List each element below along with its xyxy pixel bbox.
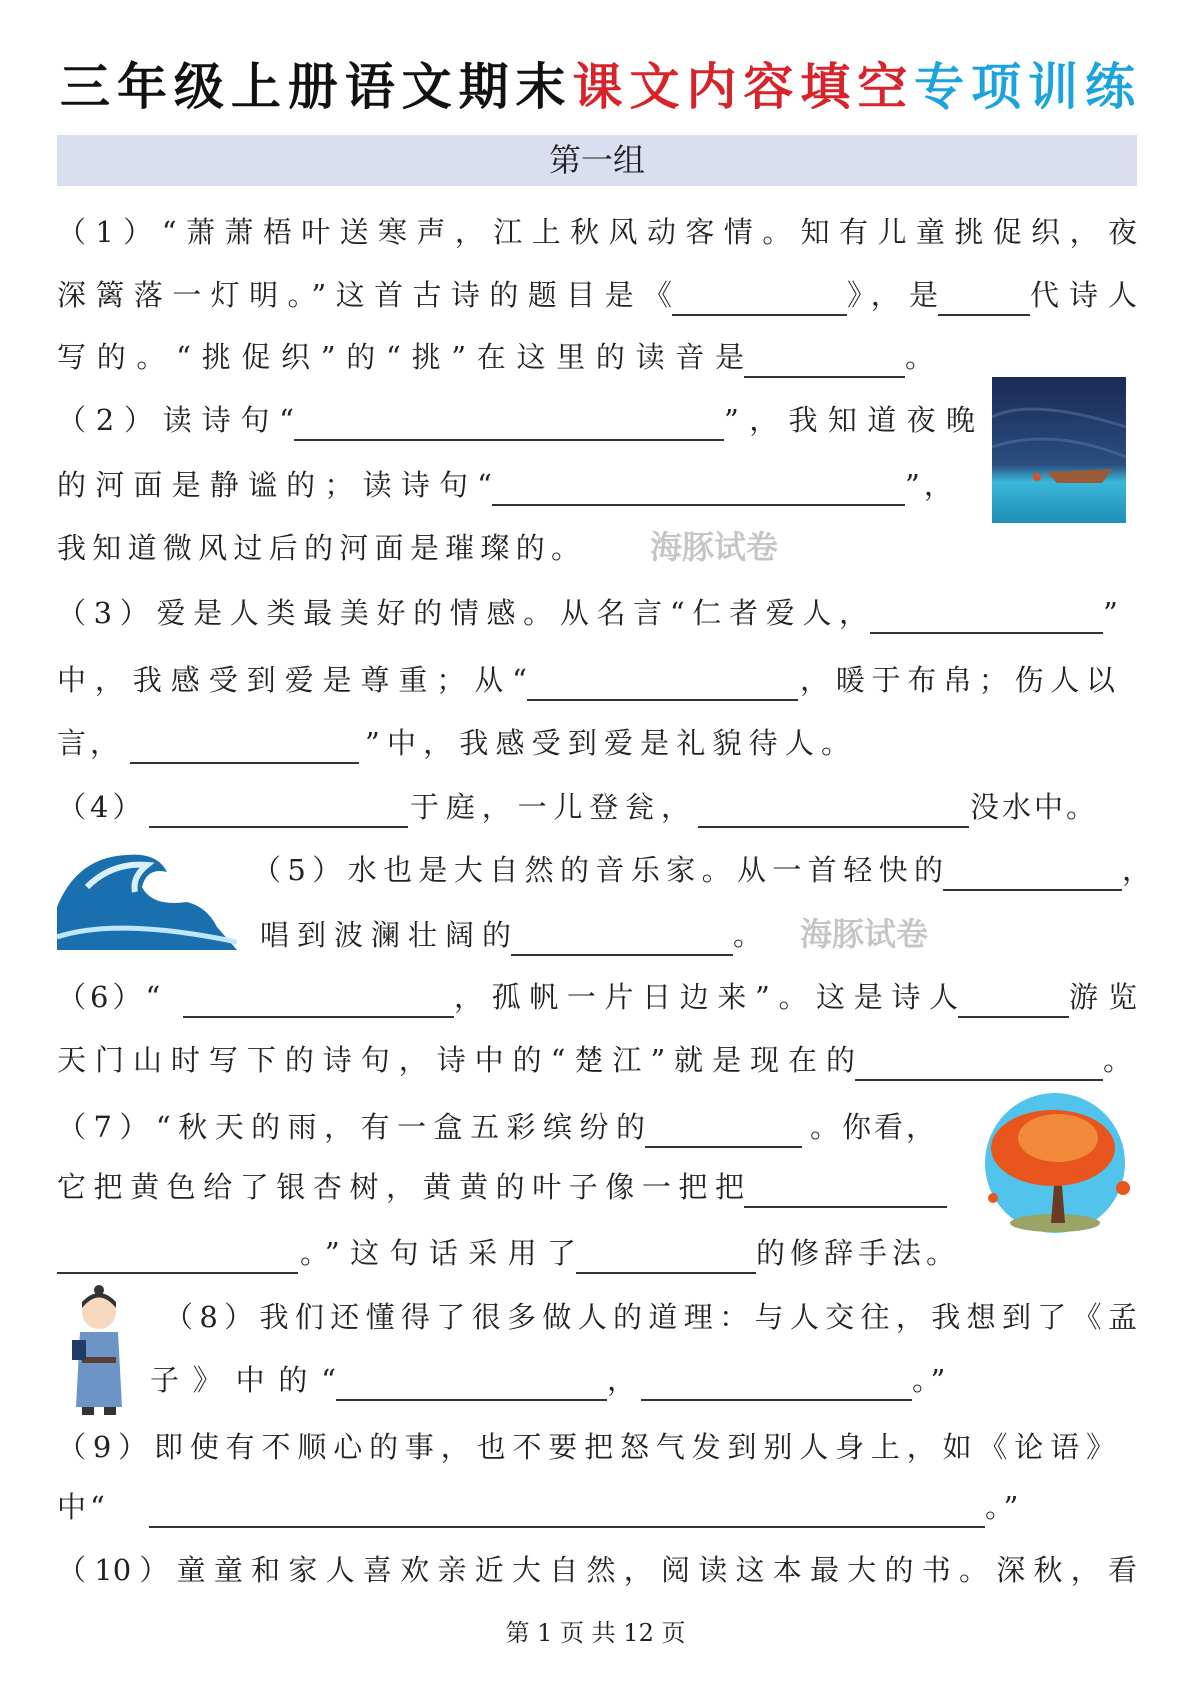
question-text: 天门山时写下的诗句，诗中的“楚江”就是现在的 xyxy=(57,1043,855,1077)
question-text: （5）水也是大自然的音乐家。从一首轻快的 xyxy=(252,853,943,887)
question-text: 。 xyxy=(1103,1043,1137,1077)
question-text: （7）“秋天的雨，有一盒五彩缤纷的 xyxy=(57,1110,645,1144)
answer-blank[interactable] xyxy=(938,274,1030,316)
answer-blank[interactable] xyxy=(870,592,1103,634)
question-text: ” xyxy=(1103,596,1122,630)
answer-blank[interactable] xyxy=(130,722,359,764)
title-part-black: 三年级上册语文期末 xyxy=(60,58,573,116)
night-river-boat-image xyxy=(992,377,1126,523)
title-part-red: 课文内容填空 xyxy=(572,58,915,116)
answer-blank[interactable] xyxy=(511,914,733,956)
question-text: ， xyxy=(607,1363,641,1397)
answer-blank[interactable] xyxy=(57,1232,298,1274)
question-text: （2）读诗句“ xyxy=(57,403,294,437)
answer-blank[interactable] xyxy=(958,976,1069,1018)
watermark: 海豚试卷 xyxy=(800,915,929,953)
question-text: 。你看， xyxy=(810,1110,935,1144)
answer-blank[interactable] xyxy=(527,659,798,701)
answer-blank[interactable] xyxy=(576,1232,756,1274)
scholar-boy-image xyxy=(68,1282,130,1417)
question-text: 言， xyxy=(57,726,124,760)
answer-blank[interactable] xyxy=(294,399,724,441)
question-text: （10）童童和家人喜欢亲近大自然，阅读这本最大的书。深秋，看 xyxy=(57,1553,1137,1587)
answer-blank[interactable] xyxy=(672,274,847,316)
title-part-blue: 专项训练 xyxy=(914,58,1136,116)
question-text: ”，我知道夜晚 xyxy=(724,403,975,437)
answer-blank[interactable] xyxy=(698,786,969,828)
answer-blank[interactable] xyxy=(744,336,905,378)
question-text: 。 xyxy=(905,340,939,374)
page-number: 第 1 页 共 12 页 xyxy=(505,1619,686,1647)
page-title xyxy=(60,52,1135,122)
question-text: 唱到波澜壮阔的 xyxy=(260,918,511,952)
wave-image xyxy=(57,847,237,950)
answer-blank[interactable] xyxy=(492,464,905,506)
question-text: （8）我们还懂得了很多做人的道理：与人交往，我想到了《孟 xyxy=(164,1300,1137,1334)
question-text: 写的。“挑促织”的“挑”在这里的读音是 xyxy=(57,340,744,374)
question-text: ，暖于布帛；伤人以 xyxy=(800,663,1115,697)
answer-blank[interactable] xyxy=(645,1106,802,1148)
question-text: 游览 xyxy=(1069,980,1137,1014)
answer-blank[interactable] xyxy=(149,1486,985,1528)
question-text: 。”这句话采用了 xyxy=(300,1236,576,1270)
question-text: 。” xyxy=(912,1363,950,1397)
question-text: （6）“ xyxy=(57,980,165,1014)
question-text: 中，我感受到爱是尊重；从“ xyxy=(57,663,527,697)
question-text: 它把黄色给了银杏树，黄黄的叶子像一把把 xyxy=(57,1170,744,1204)
answer-blank[interactable] xyxy=(855,1039,1103,1081)
autumn-tree-image xyxy=(973,1083,1137,1247)
question-text: ， xyxy=(1122,853,1156,887)
group-heading: 第一组 xyxy=(57,135,1137,186)
question-text: （1）“萧萧梧叶送寒声，江上秋风动客情。知有儿童挑促织，夜 xyxy=(57,215,1137,249)
question-text: 》，是 xyxy=(847,278,938,312)
question-text: 。 xyxy=(733,918,767,952)
question-text: 的修辞手法。 xyxy=(756,1236,955,1270)
question-text: ”中，我感受到爱是礼貌待人。 xyxy=(365,726,850,760)
answer-blank[interactable] xyxy=(149,786,408,828)
question-text: ，孤帆一片日边来”。这是诗人 xyxy=(454,980,958,1014)
answer-blank[interactable] xyxy=(943,849,1122,891)
question-text: （3）爱是人类最美好的情感。从名言“仁者爱人， xyxy=(57,596,868,630)
question-text: 。” xyxy=(985,1490,1023,1524)
question-text: 中“ xyxy=(57,1490,109,1524)
question-text: （9）即使有不顺心的事，也不要把怒气发到别人身上，如《论语》 xyxy=(57,1430,1115,1464)
answer-blank[interactable] xyxy=(744,1166,947,1208)
question-text: （4） xyxy=(57,790,146,824)
question-text: ”， xyxy=(905,468,957,502)
answer-blank[interactable] xyxy=(641,1359,912,1401)
question-text: 的河面是静谧的；读诗句“ xyxy=(57,468,492,502)
question-text: 于庭，一儿登瓮， xyxy=(410,790,690,824)
question-text: 深篱落一灯明。”这首古诗的题目是《 xyxy=(57,278,672,312)
question-text: 代诗人 xyxy=(1030,278,1137,312)
answer-blank[interactable] xyxy=(183,976,454,1018)
answer-blank[interactable] xyxy=(336,1359,607,1401)
watermark: 海豚试卷 xyxy=(650,528,779,566)
question-text: 我知道微风过后的河面是璀璨的。 xyxy=(57,531,580,565)
question-text: 子》中的“ xyxy=(150,1363,336,1397)
question-text: 没水中。 xyxy=(970,790,1095,824)
